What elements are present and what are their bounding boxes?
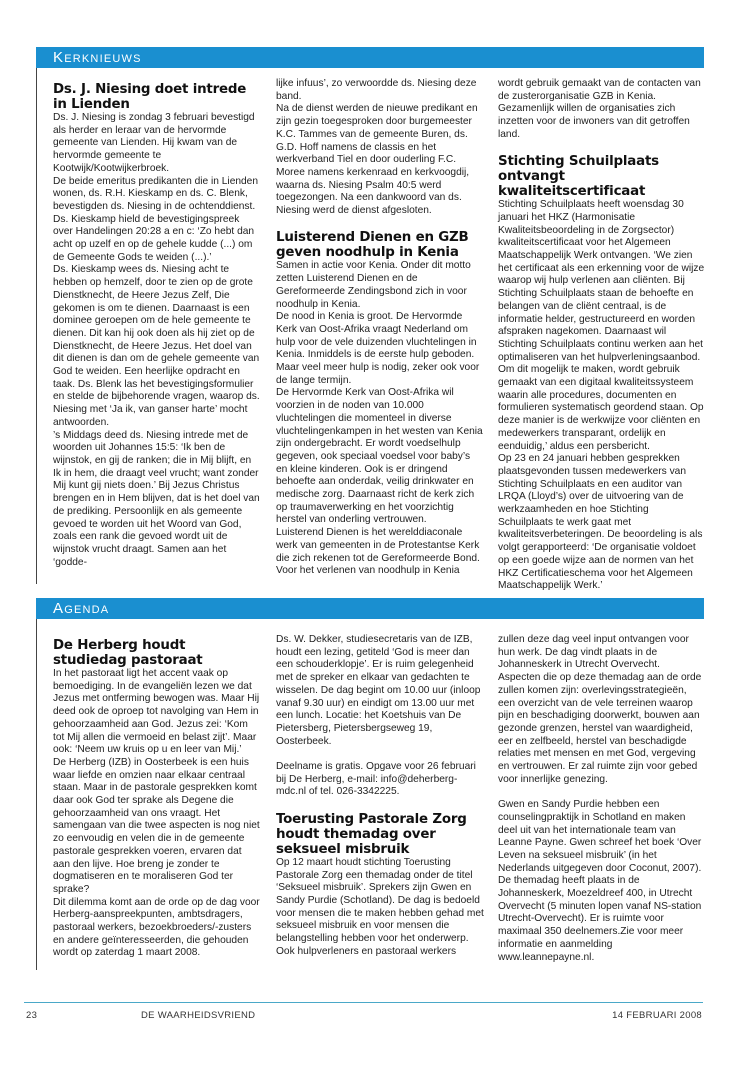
paragraph: Gwen en Sandy Purdie hebben een counselingpraktijk in Schotland en maken deel uit van het internationale team van Leanne Payne. Gwen schreef het boek ‘Over Leven na seksueel misbruik’ (in het Nederlands uitgegeven door Coconut, 2007).: [498, 799, 702, 874]
paragraph: De themadag heeft plaats in de Johanneskerk, Moezeldreef 400, in Utrecht Overvecht (5 minuten lopen vanaf NS-station Utrecht-Overvecht). Er is ruimte voor maximaal 350 deelnemers.Zie voor meer informatie en aanmelding www.leannepayne.nl.: [498, 875, 702, 963]
paragraph: Aspecten die op deze themadag aan de orde zullen komen zijn: overlevingsstrategieën, een overzicht van de vele terreinen waarop pijn en beschadiging doorwerkt, bouwen aan gezonde grenzen, herstel van waardigheid, eer en zelfbeeld, herstel van beschadigde relaties met mensen en met God, vergeving en vertrouwen. Er zal ruimte zijn voor gebed voor innerlijke genezing.: [498, 672, 702, 785]
paragraph: Ds. Kieskamp wees ds. Niesing acht te hebben op hemzelf, door te zien op de grote Dienstknecht, de Heere Jezus Zelf, Die gekomen is om te dienen. Daarnaast is een dominee geroepen om de hele gemeente te dienen. Dit kan hij ook doen als hij ziet op de Dienstknecht, de Heere Jezus. Het doel van dit dienen is dan om de gehele gemeente van God te weiden. Een heerlijke opdracht en taak. Ds. Blenk las het bevestigingsformulier en stelde de bijbehorende vragen, waarop ds. Niesing met ‘Ja ik, van ganser harte’ mocht antwoorden.: [53, 264, 260, 428]
article-heading-herberg: De Herberg houdt studiedag pastoraat: [53, 638, 203, 668]
paragraph: zullen deze dag veel input ontvangen voor hun werk. De dag vindt plaats in de Johanneskerk in Utrecht Overvecht.: [498, 634, 689, 671]
article-heading-schuilplaats: Stichting Schuilplaats ontvangt kwaliteitscertificaat: [498, 154, 659, 200]
paragraph: Stichting Schuilplaats heeft woensdag 30 januari het HKZ (Harmonisatie Kwaliteitsbeoordeling in de Zorgsector) kwaliteitscertificaat voor het Algemeen Maatschappelijk Werk ontvangen. ‘We zien het certificaat als een erkenning voor de wijze waarop wij hulp verlenen aan cliënten. Bij Stichting Schuilplaats staan de behoefte en belangen van de cliënt centraal, is de informatie helder, gestructureerd en worden afspraken nagekomen. Daarnaast wil Stichting Schuilplaats continu werken aan het optimaliseren van het hulpverleningsaanbod.: [498, 199, 705, 363]
section-header-agenda: Agenda: [36, 598, 704, 619]
section-agenda: [36, 598, 704, 970]
spacer: [498, 142, 706, 155]
paragraph: Op 12 maart houdt stichting Toerusting Pastorale Zorg een themadag onder de titel ‘Seksueel misbruik’. Sprekers zijn Gwen en Sandy Purdie (Schotland). De dag is bedoeld voor mensen die te maken hebben gehad met seksueel misbruik en voor mensen die belangstelling hebben voor het onderwerp. Ook hulpverleners en pastoraal werkers: [276, 856, 484, 957]
paragraph: De nood in Kenia is groot. De Hervormde Kerk van Oost-Afrika vraagt Nederland om hulp voor de vele duizenden vluchtelingen in Kenia. Inmiddels is de eerste hulp geboden. Maar veel meer hulp is nodig, zeker ook voor de lange termijn.: [276, 311, 480, 386]
column-3: [498, 78, 706, 593]
paragraph: De beide emeritus predikanten die in Lienden wonen, ds. R.H. Kieskamp en ds. C. Blenk, bevestigden ds. Niesing in de ochtenddienst. Ds. Kieskamp hield de bevestigingspreek over Handelingen 20:28 a en c: ‘Zo hebt dan acht op uzelf en op de gehele kudde (...) om de Gemeente Gods te weiden (...).’: [53, 175, 259, 263]
column-1: [53, 82, 261, 569]
section-header-kerknieuws: Kerknieuws: [36, 47, 704, 68]
paragraph: wordt gebruik gemaakt van de contacten van de zusterorganisatie GZB in Kenia. Gezamenlijk willen de organisaties zich inzetten voor de inwoners van dit getroffen land.: [498, 78, 701, 140]
paragraph: Luisterend Dienen is het werelddiaconale werk van gemeenten in de Protestantse Kerk die zich rekenen tot de Gereformeerde Bond. Voor het verlenen van noodhulp in Kenia: [276, 527, 480, 577]
paragraph: Deelname is gratis. Opgave voor 26 februari bij De Herberg, e-mail: info@deherberg-mdc.nl of tel. 026-3342225.: [276, 761, 476, 798]
page-number: 23: [26, 1010, 38, 1021]
spacer: [276, 799, 484, 812]
paragraph: Ds. J. Niesing is zondag 3 februari bevestigd als herder en leraar van de hervormde gemeente van Lienden. Hij kwam van de hervormde gemeente te Kootwijk/Kootwijkerbroek.: [53, 112, 255, 174]
article-heading-toerusting: Toerusting Pastorale Zorg houdt themadag over seksueel misbruik: [276, 811, 467, 857]
paragraph: Om dit mogelijk te maken, wordt gebruik gemaakt van een digitaal kwaliteitssysteem waarin alle procedures, documenten en formulieren systematisch geordend staan. Op deze manier is de werkwijze voor cliënten en medewerkers transparant, ordelijk en eenduidig,’ aldus een persbericht.: [498, 364, 704, 452]
paragraph: Dit dilemma komt aan de orde op de dag voor Herberg-aanspreekpunten, ambtsdragers, pastoraal werkers, bezoekbroeders/-zusters en andere geïnteresseerden, die gehouden wordt op zaterdag 1 maart 2008.: [53, 896, 260, 959]
spacer: [498, 786, 706, 799]
paragraph: Ds. W. Dekker, studiesecretaris van de IZB, houdt een lezing, getiteld ‘God is meer dan een schouderklopje’. Er is ruim gelegenheid met de spreker en elkaar van gedachten te wisselen. De dag begint om 10.00 uur (inloop vanaf 9.30 uur) en eindigt om 13.00 uur met een lunch. Locatie: het Koetshuis van De Pietersberg, Pietersbergseweg 19, Oosterbeek.: [276, 634, 481, 747]
publication-date: 14 FEBRUARI 2008: [612, 1010, 702, 1021]
paragraph: ’s Middags deed ds. Niesing intrede met de woorden uit Johannes 15:5: ‘Ik ben de wijnstok, en gij de ranken; die in Mij blijft, en Ik in hem, die draagt veel vrucht; want zonder Mij kunt gij niets doen.’ Bij Jezus Christus brengen en in Hem blijven, dat is het doel van de prediking. Persoonlijk en als gemeente gevoed te worden uit het Woord van God, zoals een rank die gevoed wordt uit de wijnstok vrucht draagt. Samen aan het ‘godde-: [53, 429, 260, 568]
column-2: [276, 634, 484, 958]
spacer: [276, 748, 484, 761]
section-kerknieuws: [36, 47, 705, 592]
paragraph: Samen in actie voor Kenia. Onder dit motto zetten Luisterend Dienen en de Gereformeerde Zendingsbond zich in voor noodhulp in Kenia.: [276, 260, 471, 310]
paragraph: Op 23 en 24 januari hebben gesprekken plaatsgevonden tussen medewerkers van Stichting Schuilplaats en een auditor van LRQA (Lloyd’s) over de uitvoering van de werkzaamheden en hoe Stichting Schuilplaats te werk gaat met kwaliteitsverbeteringen. De beoordeling is als volgt gerapporteerd: ‘De organisatie voldoet op een goede wijze aan de normen van het HKZ Certificatieschema voor het Algemeen Maatschappelijk Werk.’: [498, 453, 703, 592]
paragraph: In het pastoraat ligt het accent vaak op bemoediging. In de evangeliën lezen we dat Jezus met ontferming bewogen was. Maar Hij deed ook de oproep tot navolging van Hem in gehoorzaamheid aan God. Jezus zei: ‘Kom tot Mij allen die vermoeid en belast zijt’. Maar ook: ‘Neem uw kruis op u en leer van Mij.’: [53, 668, 260, 756]
column-3: [498, 634, 706, 964]
paragraph: Na de dienst werden de nieuwe predikant en zijn gezin toegesproken door burgemeester K.C. Tammes van de gemeente Buren, ds. G.D. Hoff namens de classis en het werkverband Tiel en door ouderling F.C. Moree namens kerkenraad en kerkvoogdij, waarna ds. Niesing Psalm 40:5 werd toegezongen. Na een dankwoord van ds. Niesing werd de dienst afgesloten.: [276, 103, 478, 217]
column-1: [53, 638, 261, 960]
article-heading-niesing: Ds. J. Niesing doet intrede in Lienden: [53, 82, 247, 112]
column-2: [276, 78, 484, 578]
spacer: [276, 218, 484, 231]
paragraph: De Herberg (IZB) in Oosterbeek is een huis waar liefde en omzien naar elkaar centraal staan. Maar in de pastorale gesprekken komt daar ook God ter sprake als Degene die gehoorzaamheid van ons vraagt. Het samengaan van die twee aspecten is nog niet zo eenvoudig en velen die in de gemeente pastorale gesprekken voeren, ervaren dat aan den lijve. Hoe breng je zonder te dogmatiseren en te moraliseren God ter sprake?: [53, 756, 260, 895]
paragraph: De Hervormde Kerk van Oost-Afrika wil voorzien in de noden van 10.000 vluchtelingen die momenteel in diverse vluchtelingenkampen in het westen van Kenia zijn ondergebracht. Er wordt voedselhulp gegeven, ook speciaal voedsel voor baby’s en kleine kinderen. Ook is er dringend behoefte aan onderdak, veilig drinkwater en medische zorg. Daarnaast richt de kerk zich op traumaverwerking en het voorzichtig herstel van onderling vertrouwen.: [276, 387, 483, 526]
footer-divider: [24, 1002, 703, 1003]
publication-name: DE WAARHEIDSVRIEND: [141, 1010, 256, 1021]
paragraph: lijke infuus’, zo verwoordde ds. Niesing deze band.: [276, 78, 477, 102]
article-heading-kenia: Luisterend Dienen en GZB geven noodhulp in Kenia: [276, 230, 469, 261]
